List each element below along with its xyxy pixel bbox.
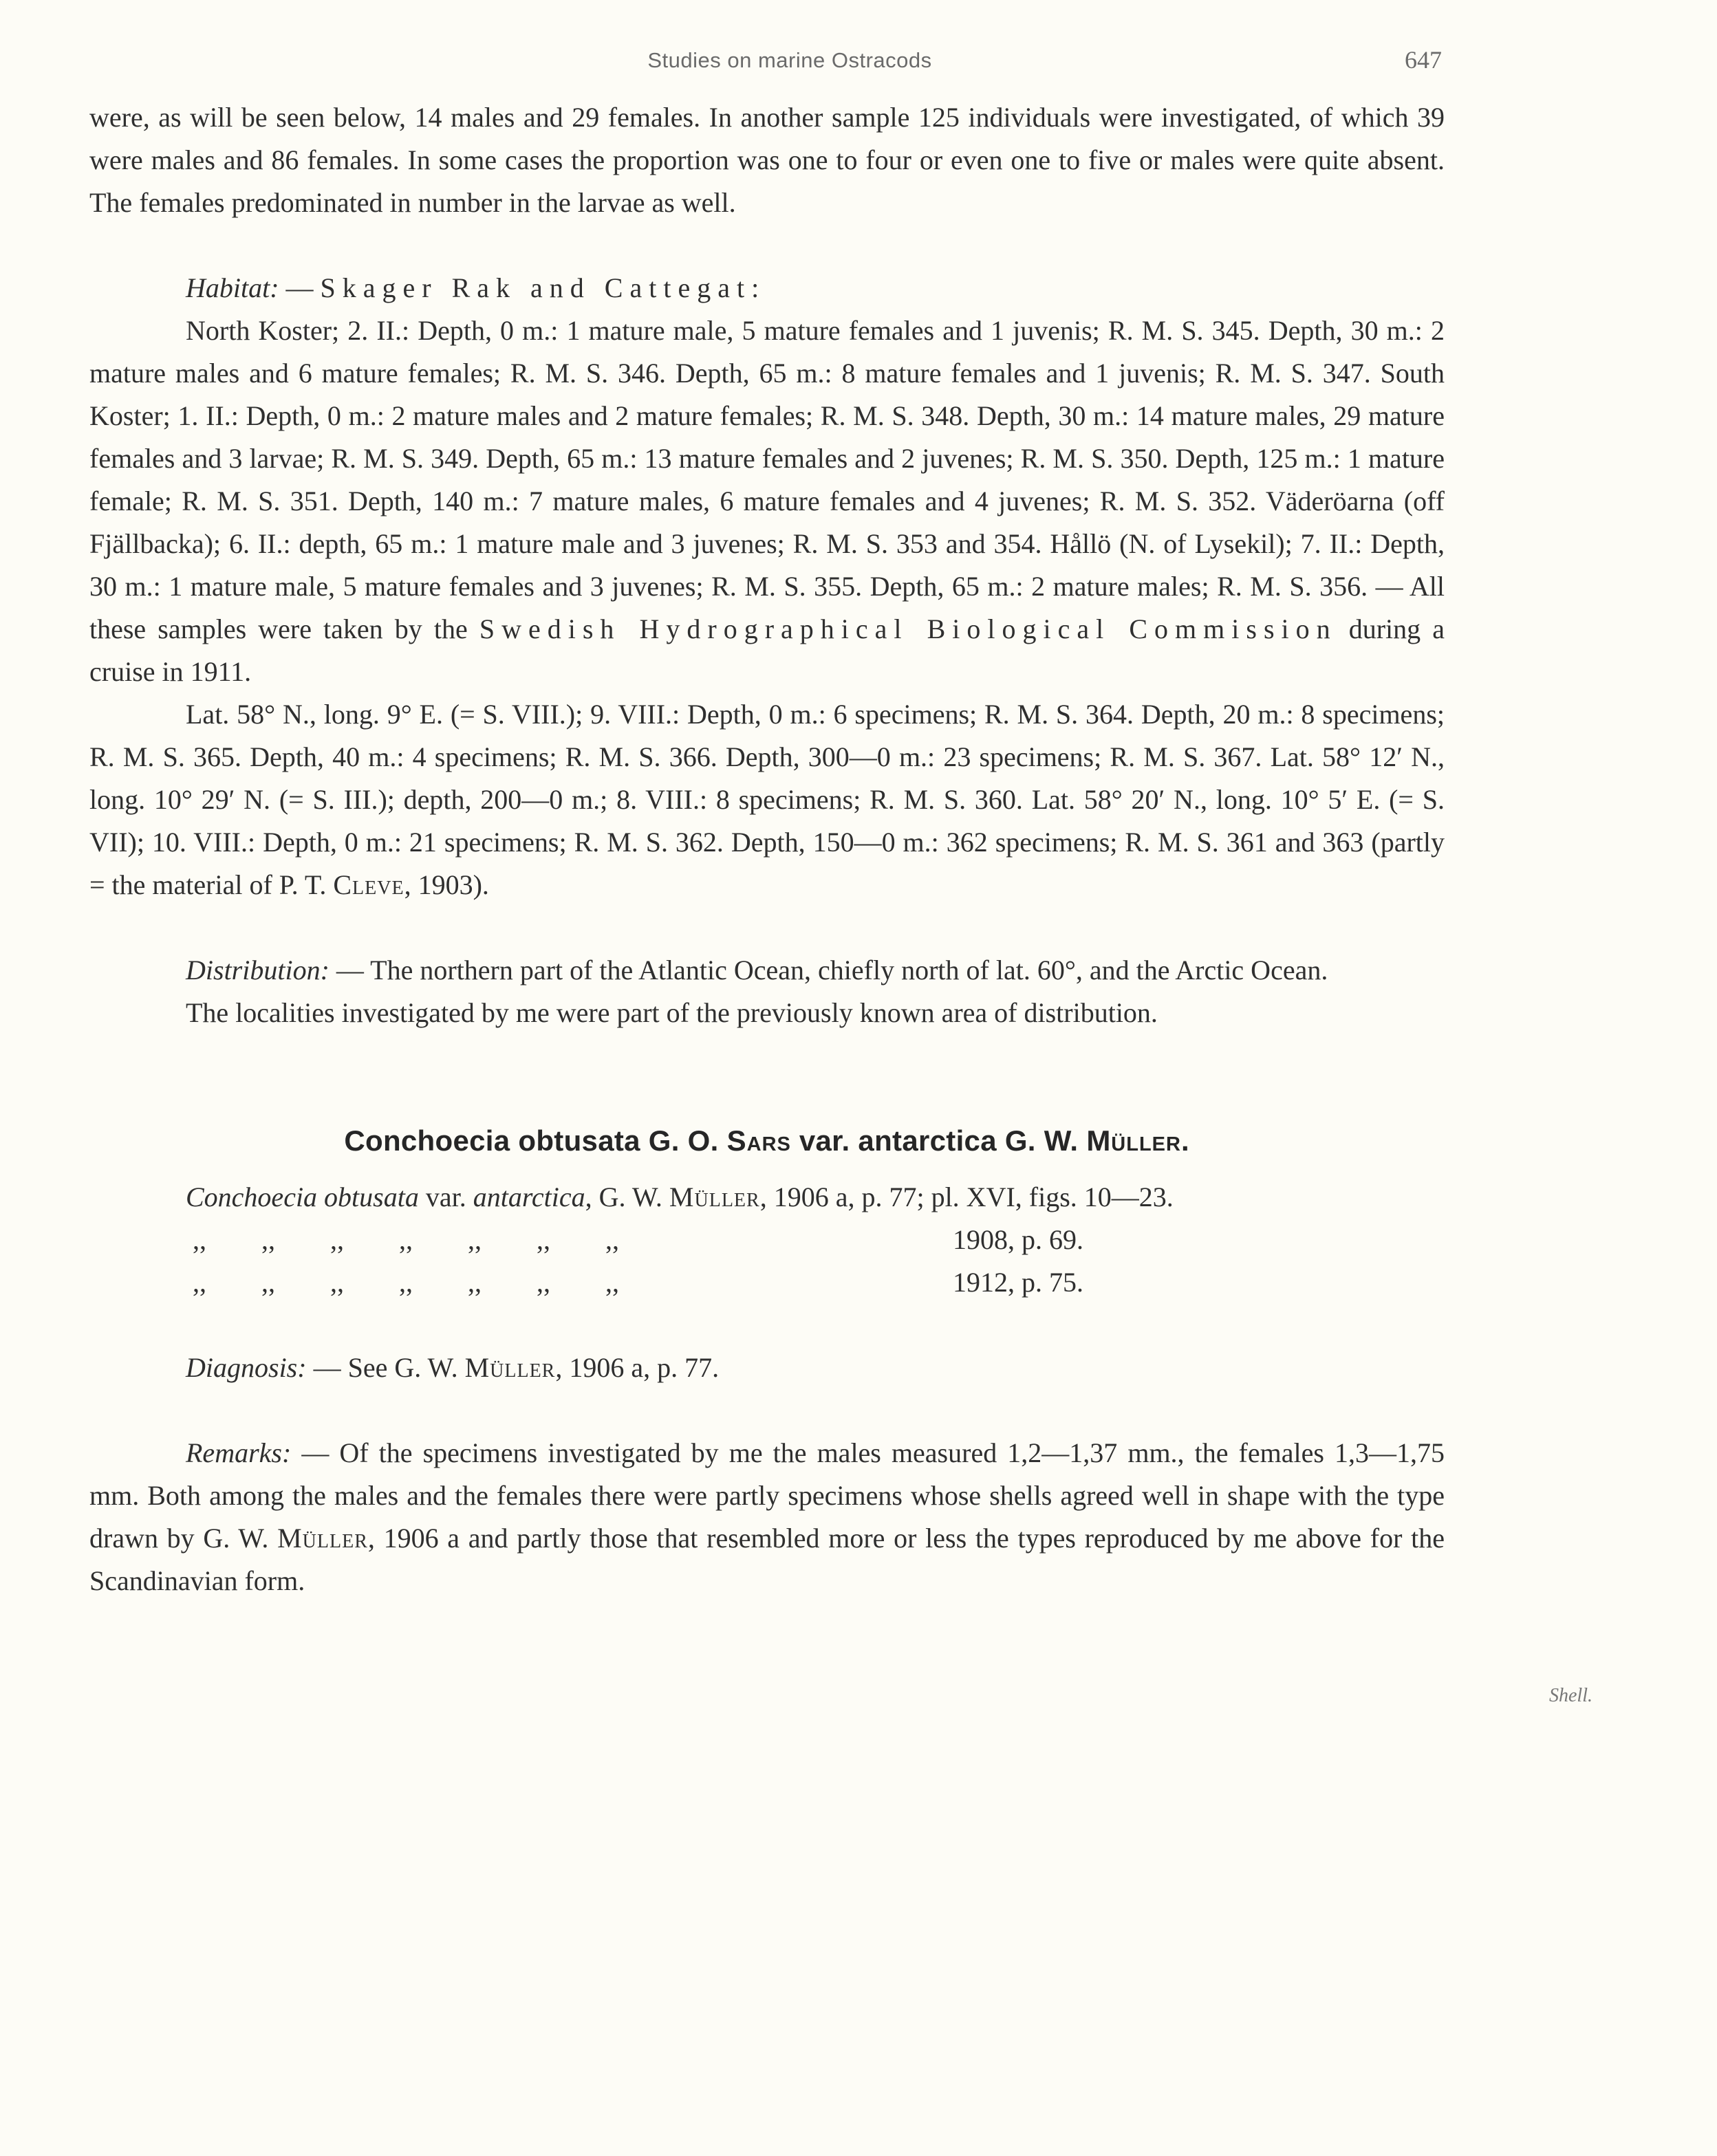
ditto-mark: ,, [261, 1224, 275, 1255]
remarks-author: Müller [277, 1523, 368, 1554]
synonymy-line-1 [89, 1176, 1445, 1219]
body-text [89, 96, 1445, 1602]
ditto-mark: ,, [399, 1224, 413, 1255]
ditto-mark: ,, [261, 1267, 275, 1298]
synonymy-ref-1: , 1906 a, p. 77; pl. XVI, figs. 10—23. [759, 1182, 1174, 1212]
remarks-label: Remarks: [186, 1437, 292, 1468]
diagnosis-author: Müller [464, 1352, 556, 1383]
diagnosis-label: Diagnosis: [186, 1352, 307, 1383]
ditto-mark: ,, [468, 1224, 482, 1255]
ditto-mark: ,, [605, 1267, 619, 1298]
habitat-text-2-end: , 1903). [404, 869, 489, 900]
habitat-paragraph-2 [89, 693, 1445, 906]
species-genus: Conchoecia obtusata G. O. [344, 1124, 719, 1157]
ditto-marks [193, 1219, 674, 1261]
ditto-mark: ,, [330, 1224, 344, 1255]
ditto-mark: ,, [330, 1267, 344, 1298]
synonymy-ref-prefix: , G. W. [585, 1182, 669, 1212]
habitat-text-1: North Koster; 2. II.: Depth, 0 m.: 1 mature male, 5 mature females and 1 juvenis; R. M. S. 345. Depth, 30 m.: 2 mature males and 6 mature females; R. M. S. 346. Depth, 65 m.: 8 mature females and 1 juvenis; R. M. S. 347. South Koster; 1. II.: Depth, 0 m.: 2 mature males and 2 mature females; R. M. S. 348. Depth, 30 m.: 14 mature males, 29 mature females and 3 larvae; R. M. S. 349. Depth, 65 m.: 13 mature females and 2 juvenes; R. M. S. 350. Depth, 125 m.: 1 mature female; R. M. S. 351. Depth, 140 m.: 7 mature males, 6 mature females and 4 juvenes; R. M. S. 352. Väderöarna (off Fjällbacka); 6. II.: depth, 65 m.: 1 mature male and 3 juvenes; R. M. S. 353 and 354. Hållö (N. of Lysekil); 7. II.: Depth, 30 m.: 1 mature male, 5 mature females and 3 juvenes; R. M. S. 355. Depth, 65 m.: 2 mature males; R. M. S. 356. — All these samples were taken by the [89, 315, 1445, 644]
synonymy-line-2 [89, 1219, 1445, 1261]
distribution-paragraph [89, 949, 1445, 992]
species-var: var. antarctica G. W. [799, 1124, 1079, 1157]
synonymy-var-name: antarctica [473, 1182, 585, 1212]
remarks-paragraph [89, 1432, 1445, 1602]
diagnosis-paragraph [89, 1347, 1445, 1389]
remarks-text-1: — Of the specimens investigated by me the males measured 1,2—1,37 mm., the females 1,3—1,75 mm. Both among the males and the females there were partly specimens whose shells agreed well in shape with the type drawn by G. W. [89, 1437, 1445, 1554]
author-cleve: Cleve [333, 869, 404, 900]
synonymy-ref-2: 1908, p. 69. [953, 1224, 1083, 1255]
ditto-mark: ,, [193, 1267, 206, 1298]
ditto-mark: ,, [537, 1224, 550, 1255]
synonymy-var-word: var. [418, 1182, 473, 1212]
ditto-marks [193, 1261, 674, 1304]
habitat-commission: Swedish Hydrographical Biological Commission [479, 613, 1337, 644]
page-number: 647 [1405, 46, 1442, 74]
habitat-region: Skager Rak and Cattegat: [320, 272, 766, 303]
distribution-label: Distribution: [186, 955, 330, 986]
diagnosis-suffix: , 1906 a, p. 77. [555, 1352, 720, 1383]
habitat-text-2: Lat. 58° N., long. 9° E. (= S. VIII.); 9. VIII.: Depth, 0 m.: 6 specimens; R. M. S. 364. Depth, 20 m.: 8 specimens; R. M. S. 365. Depth, 40 m.: 4 specimens; R. M. S. 366. Depth, 300—0 m.: 23 specimens; R. M. S. 367. Lat. 58° 12′ N., long. 10° 29′ N. (= S. III.); depth, 200—0 m.; 8. VIII.: 8 specimens; R. M. S. 360. Lat. 58° 20′ N., long. 10° 5′ E. (= S. VII); 10. VIII.: Depth, 0 m.: 21 specimens; R. M. S. 362. Depth, 150—0 m.: 362 specimens; R. M. S. 361 and 363 (partly = the material of P. T. [89, 699, 1445, 900]
distribution-text: — The northern part of the Atlantic Ocean, chiefly north of lat. 60°, and the Arctic Ocean. [329, 955, 1328, 986]
synonymy-ref-3: 1912, p. 75. [953, 1267, 1083, 1298]
remarks-text-2: , 1906 a and partly those that resembled more or less the types reproduced by me above for the Scandinavian form. [89, 1523, 1445, 1596]
intro-paragraph: were, as will be seen below, 14 males and 29 females. In another sample 125 individuals were investigated, of which 39 were males and 86 females. In some cases the proportion was one to four or even one to five or males were quite absent. The females predominated in number in the larvae as well. [89, 102, 1445, 218]
running-head [0, 44, 1717, 78]
habitat-dash: — [279, 272, 321, 303]
habitat-paragraph-1 [89, 309, 1445, 693]
diagnosis-prefix: — See G. W. [306, 1352, 465, 1383]
ditto-mark: ,, [193, 1224, 206, 1255]
synonymy-name: Conchoecia obtusata [186, 1182, 419, 1212]
ditto-mark: ,, [399, 1267, 413, 1298]
ditto-mark: ,, [468, 1267, 482, 1298]
species-author-2: Müller. [1086, 1124, 1190, 1157]
ditto-mark: ,, [605, 1224, 619, 1255]
habitat-label: Habitat: [186, 272, 279, 303]
habitat-text-1-end: during a cruise in 1911. [89, 613, 1445, 687]
synonymy-line-3 [89, 1261, 1445, 1304]
species-author-1: Sars [726, 1124, 791, 1157]
distribution-note: The localities investigated by me were part of the previously known area of distribution. [186, 997, 1158, 1028]
habitat-heading [89, 267, 1445, 309]
ditto-mark: ,, [537, 1267, 550, 1298]
running-title: Studies on marine Ostracods [647, 48, 932, 72]
species-heading [89, 1120, 1445, 1162]
synonymy-author: Müller [669, 1182, 760, 1212]
margin-note-shell: Shell. [1549, 1685, 1592, 1706]
